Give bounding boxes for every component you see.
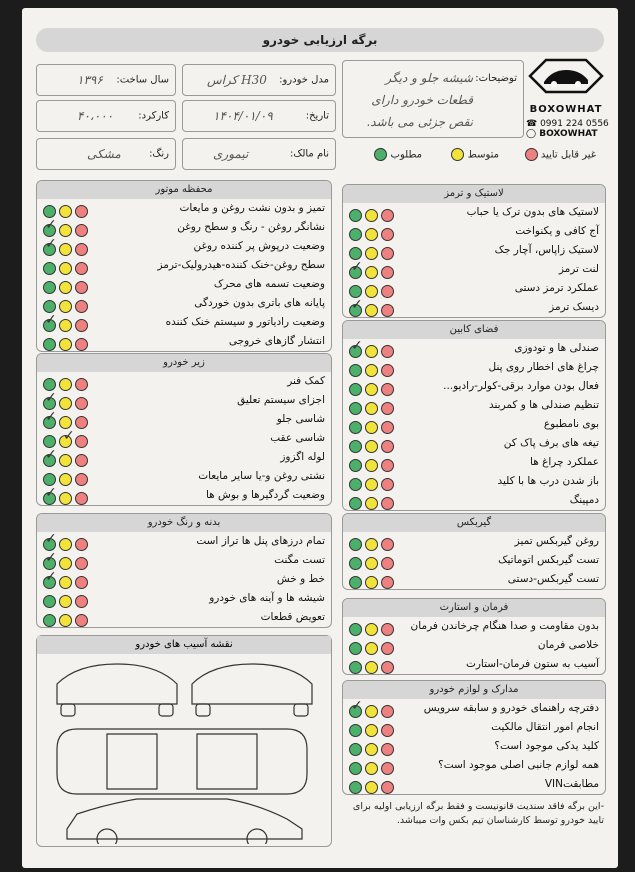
date-value: ۱۴۰۴/۰۱/۰۹ — [213, 109, 273, 123]
color-field — [36, 138, 176, 170]
checklist-row — [343, 396, 605, 415]
yellow-dot-icon[interactable] — [59, 538, 72, 551]
red-dot-icon[interactable] — [381, 364, 394, 377]
green-dot-icon[interactable] — [349, 538, 362, 551]
checklist-item-label: نشتی روغن و-یا سایر مایعات — [198, 470, 325, 482]
red-dot-icon — [525, 148, 538, 161]
green-dot-icon[interactable] — [349, 421, 362, 434]
checklist-row — [343, 655, 605, 674]
yellow-dot-icon[interactable] — [365, 266, 378, 279]
checklist-item-label: دمپینگ — [569, 494, 599, 506]
section-title: لاستیک و ترمز — [343, 185, 605, 203]
mileage-value: ۴۰،۰۰۰ — [77, 109, 114, 123]
checklist-row — [343, 491, 605, 510]
year-label: سال ساخت: — [116, 74, 169, 86]
brand-phone: ☎ 0991 224 0556 — [526, 119, 609, 129]
red-dot-icon[interactable] — [381, 383, 394, 396]
checklist-item-label: اجزای سیستم تعلیق — [237, 394, 325, 406]
red-dot-icon[interactable] — [75, 319, 88, 332]
red-dot-icon[interactable] — [75, 538, 88, 551]
model-value: H30 کراس — [207, 73, 267, 87]
checklist-row — [343, 260, 605, 279]
checklist-item-label: وضعیت تسمه های محرک — [213, 278, 325, 290]
owner-field — [182, 138, 336, 170]
evaluation-sheet — [22, 8, 618, 868]
checklist-item-label: صندلی ها و تودوزی — [514, 342, 599, 354]
red-dot-icon[interactable] — [381, 345, 394, 358]
check-mark-icon: ✓ — [351, 698, 363, 714]
yellow-dot-icon[interactable] — [59, 319, 72, 332]
green-dot-icon[interactable] — [43, 338, 56, 351]
color-value: مشکی — [87, 147, 121, 161]
red-dot-icon[interactable] — [75, 473, 88, 486]
checklist-row — [37, 372, 331, 391]
footnote: -این برگه فاقد سندیت قانونیست و فقط برگه ارزیابی اولیه برای تایید خودرو توسط کارشناسان تیم بکس وات میباشد. — [352, 801, 604, 826]
checklist-item-label: وضعیت رادیاتور و سیستم خنک کننده — [165, 316, 325, 328]
year-field — [36, 64, 176, 96]
checklist-item-label: لاستیک های بدون ترک یا حباب — [466, 206, 599, 218]
red-dot-icon[interactable] — [75, 614, 88, 627]
checklist-item-label: دیسک ترمز — [549, 301, 599, 313]
red-dot-icon[interactable] — [75, 281, 88, 294]
red-dot-icon[interactable] — [75, 595, 88, 608]
checklist-item-label: تعویض قطعات — [260, 611, 325, 623]
checklist-row — [37, 332, 331, 351]
legend-item-yellow — [451, 148, 499, 161]
green-dot-icon[interactable] — [43, 262, 56, 275]
yellow-dot-icon[interactable] — [59, 397, 72, 410]
notes-field — [342, 60, 524, 138]
checklist-item-label: تست گیربکس-دستی — [507, 573, 599, 585]
checklist-item-label: خلاصی فرمان — [537, 639, 599, 651]
checklist-item-label: مطابقتVIN — [544, 778, 599, 790]
rating-dots — [43, 335, 91, 352]
checklist-row — [37, 410, 331, 429]
checklist-row — [37, 199, 331, 218]
green-dot-icon[interactable] — [349, 642, 362, 655]
checklist-row — [37, 532, 331, 551]
red-dot-icon[interactable] — [75, 454, 88, 467]
red-dot-icon[interactable] — [381, 285, 394, 298]
checklist-item-label: تیغه های برف پاک کن — [503, 437, 599, 449]
red-dot-icon[interactable] — [75, 300, 88, 313]
legend-red-label: غیر قابل تایید — [540, 149, 596, 161]
checklist-item-label: پایانه های باتری بدون خوردگی — [194, 297, 325, 309]
checklist-item-label: عملکرد چراغ ها — [530, 456, 599, 468]
checklist-item-label: فعال بودن موارد برقی-کولر-رادیو... — [443, 380, 599, 392]
checklist-row — [37, 467, 331, 486]
yellow-dot-icon[interactable] — [365, 459, 378, 472]
checklist-item-label: وضعیت گردگیرها و بوش ها — [205, 489, 325, 501]
sheet-title: برگه ارزیابی خودرو — [36, 28, 604, 52]
red-dot-icon[interactable] — [381, 266, 394, 279]
red-dot-icon[interactable] — [381, 661, 394, 674]
check-mark-icon: ✓ — [351, 259, 363, 275]
green-dot-icon[interactable] — [349, 209, 362, 222]
yellow-dot-icon[interactable] — [59, 454, 72, 467]
checklist-row — [37, 608, 331, 627]
checklist-item-label: تمام درزهای پنل ها تراز است — [196, 535, 325, 547]
car-logo-icon — [526, 58, 606, 98]
checklist-item-label: لاستیک زاپاس، آچار جک — [494, 244, 599, 256]
yellow-dot-icon[interactable] — [59, 205, 72, 218]
green-dot-icon[interactable] — [349, 576, 362, 589]
yellow-dot-icon[interactable] — [59, 378, 72, 391]
red-dot-icon[interactable] — [75, 416, 88, 429]
checklist-item-label: شاسی جلو — [276, 413, 325, 425]
check-mark-icon: ✓ — [45, 236, 57, 252]
checklist-row — [37, 294, 331, 313]
yellow-dot-icon[interactable] — [365, 228, 378, 241]
checklist-item-label: لوله اگزوز — [280, 451, 325, 463]
check-mark-icon: ✓ — [63, 428, 75, 444]
yellow-dot-icon[interactable] — [365, 209, 378, 222]
model-field — [182, 64, 336, 96]
mileage-label: کارکرد: — [138, 110, 169, 122]
check-mark-icon: ✓ — [45, 569, 57, 585]
red-dot-icon[interactable] — [75, 205, 88, 218]
yellow-dot-icon[interactable] — [365, 623, 378, 636]
yellow-dot-icon[interactable] — [365, 440, 378, 453]
red-dot-icon[interactable] — [381, 228, 394, 241]
checklist-item-label: تست مگنت — [274, 554, 325, 566]
checklist-item-label: باز شدن درب ها با کلید — [497, 475, 599, 487]
yellow-dot-icon[interactable] — [365, 304, 378, 317]
check-mark-icon: ✓ — [45, 485, 57, 501]
yellow-dot-icon[interactable] — [365, 364, 378, 377]
red-dot-icon[interactable] — [381, 478, 394, 491]
car-diagram-icon — [37, 654, 331, 844]
checklist-item-label: شاسی عقب — [270, 432, 325, 444]
checklist-row — [37, 429, 331, 448]
checklist-row — [343, 434, 605, 453]
checklist-item-label: چراغ های اخطار روی پنل — [488, 361, 599, 373]
section-cabin — [342, 320, 606, 511]
green-dot-icon[interactable] — [349, 623, 362, 636]
yellow-dot-icon — [451, 148, 464, 161]
checklist-row — [37, 218, 331, 237]
red-dot-icon[interactable] — [381, 421, 394, 434]
checklist-row — [343, 298, 605, 317]
yellow-dot-icon[interactable] — [365, 743, 378, 756]
green-dot-icon[interactable] — [43, 614, 56, 627]
checklist-item-label: تست گیربکس اتوماتیک — [498, 554, 599, 566]
yellow-dot-icon[interactable] — [59, 576, 72, 589]
damage-map-title: نقشه آسیب های خودرو — [37, 636, 331, 654]
green-dot-icon[interactable] — [349, 383, 362, 396]
red-dot-icon[interactable] — [381, 642, 394, 655]
yellow-dot-icon[interactable] — [365, 285, 378, 298]
checklist-row — [343, 358, 605, 377]
red-dot-icon[interactable] — [75, 243, 88, 256]
checklist-row — [343, 415, 605, 434]
rating-dots — [349, 658, 397, 675]
section-engine — [36, 180, 332, 352]
notes-label: توضیحات: — [475, 73, 517, 84]
red-dot-icon[interactable] — [381, 576, 394, 589]
yellow-dot-icon[interactable] — [365, 538, 378, 551]
legend-item-green — [374, 148, 422, 161]
yellow-dot-icon[interactable] — [59, 614, 72, 627]
green-dot-icon[interactable] — [349, 743, 362, 756]
checklist-row — [37, 275, 331, 294]
red-dot-icon[interactable] — [381, 497, 394, 510]
owner-value: تیموری — [213, 147, 249, 161]
section-body — [36, 513, 332, 628]
check-mark-icon: ✓ — [45, 550, 57, 566]
yellow-dot-icon[interactable] — [365, 642, 378, 655]
checklist-row — [343, 532, 605, 551]
yellow-dot-icon[interactable] — [365, 345, 378, 358]
checklist-row — [343, 279, 605, 298]
brand-logo — [526, 58, 609, 139]
yellow-dot-icon[interactable] — [365, 557, 378, 570]
checklist-row — [343, 617, 605, 636]
green-dot-icon[interactable] — [349, 402, 362, 415]
yellow-dot-icon[interactable] — [59, 300, 72, 313]
brand-name: BOXOWHAT — [529, 104, 603, 115]
checklist-row — [343, 222, 605, 241]
checklist-item-label: روغن گیربکس تمیز — [514, 535, 599, 547]
legend — [342, 141, 604, 169]
checklist-row — [37, 256, 331, 275]
yellow-dot-icon[interactable] — [59, 473, 72, 486]
checklist-item-label: دفترچه راهنمای خودرو و سابقه سرویس — [423, 702, 599, 714]
checklist-row — [37, 551, 331, 570]
section-docs — [342, 680, 606, 795]
brand-instagram: ◯ BOXOWHAT — [526, 129, 598, 139]
green-dot-icon[interactable] — [349, 724, 362, 737]
brand-phone-text: 0991 224 0556 — [540, 119, 609, 129]
yellow-dot-icon[interactable] — [365, 383, 378, 396]
checklist-item-label: عملکرد ترمز دستی — [514, 282, 599, 294]
green-dot-icon — [374, 148, 387, 161]
notes-value: شیشه جلو و دیگر قطعات خودرو دارای نقص جزئی می باشد. — [366, 71, 473, 129]
red-dot-icon[interactable] — [75, 338, 88, 351]
yellow-dot-icon[interactable] — [365, 762, 378, 775]
model-label: مدل خودرو: — [279, 74, 329, 86]
yellow-dot-icon[interactable] — [365, 705, 378, 718]
green-dot-icon[interactable] — [349, 497, 362, 510]
yellow-dot-icon[interactable] — [365, 661, 378, 674]
section-tires — [342, 184, 606, 318]
checklist-item-label: بوی نامطبوع — [543, 418, 599, 430]
yellow-dot-icon[interactable] — [59, 262, 72, 275]
mileage-field — [36, 100, 176, 132]
checklist-row — [343, 636, 605, 655]
check-mark-icon: ✓ — [351, 297, 363, 313]
green-dot-icon[interactable] — [349, 440, 362, 453]
section-title: زیر خودرو — [37, 354, 331, 372]
checklist-item-label: انتشار گازهای خروجی — [228, 335, 325, 347]
red-dot-icon[interactable] — [75, 262, 88, 275]
rating-dots — [349, 494, 397, 511]
check-mark-icon: ✓ — [45, 390, 57, 406]
red-dot-icon[interactable] — [381, 402, 394, 415]
section-steering — [342, 598, 606, 675]
legend-item-red — [525, 148, 596, 161]
yellow-dot-icon[interactable] — [365, 576, 378, 589]
checklist-item-label: آسیب به ستون فرمان-استارت — [465, 658, 599, 670]
checklist-item-label: سطح روغن-خنک کننده-هیدرولیک-ترمز — [157, 259, 325, 271]
red-dot-icon[interactable] — [75, 378, 88, 391]
section-title: محفظه موتور — [37, 181, 331, 199]
red-dot-icon[interactable] — [381, 557, 394, 570]
section-title: مدارک و لوازم خودرو — [343, 681, 605, 699]
section-title: گیربکس — [343, 514, 605, 532]
red-dot-icon[interactable] — [381, 247, 394, 260]
green-dot-icon[interactable] — [349, 557, 362, 570]
section-title: بدنه و رنگ خودرو — [37, 514, 331, 532]
checklist-item-label: شیشه ها و آینه های خودرو — [209, 592, 325, 604]
red-dot-icon[interactable] — [381, 623, 394, 636]
red-dot-icon[interactable] — [75, 224, 88, 237]
year-value: ۱۳۹۶ — [77, 73, 103, 87]
checklist-item-label: انجام امور انتقال مالکیت — [491, 721, 599, 733]
yellow-dot-icon[interactable] — [365, 247, 378, 260]
yellow-dot-icon[interactable] — [365, 478, 378, 491]
checklist-row — [343, 472, 605, 491]
checklist-row — [343, 203, 605, 222]
red-dot-icon[interactable] — [381, 304, 394, 317]
checklist-item-label: همه لوازم جانبی اصلی موجود است؟ — [438, 759, 599, 771]
checklist-item-label: وضعیت درپوش پر کننده روغن — [193, 240, 325, 252]
yellow-dot-icon[interactable] — [365, 402, 378, 415]
checklist-item-label: تمیز و بدون نشت روغن و مایعات — [179, 202, 325, 214]
rating-dots — [349, 573, 397, 590]
red-dot-icon[interactable] — [75, 557, 88, 570]
owner-label: نام مالک: — [290, 148, 329, 160]
yellow-dot-icon[interactable] — [365, 724, 378, 737]
yellow-dot-icon[interactable] — [59, 338, 72, 351]
checklist-row — [343, 737, 605, 756]
color-label: رنگ: — [149, 148, 169, 160]
checklist-row — [343, 570, 605, 589]
checklist-item-label: خط و خش — [276, 573, 325, 585]
yellow-dot-icon[interactable] — [59, 281, 72, 294]
damage-map — [36, 635, 332, 847]
checklist-row — [37, 589, 331, 608]
section-under — [36, 353, 332, 506]
legend-yellow-label: متوسط — [467, 149, 499, 161]
checklist-row — [37, 570, 331, 589]
green-dot-icon[interactable] — [349, 661, 362, 674]
checklist-row — [343, 756, 605, 775]
check-mark-icon: ✓ — [45, 531, 57, 547]
checklist-row — [343, 775, 605, 794]
yellow-dot-icon[interactable] — [59, 224, 72, 237]
check-mark-icon: ✓ — [351, 338, 363, 354]
checklist-row — [37, 391, 331, 410]
section-title: فضای کابین — [343, 321, 605, 339]
check-mark-icon: ✓ — [45, 447, 57, 463]
checklist-row — [343, 241, 605, 260]
checklist-item-label: بدون مقاومت و صدا هنگام چرخاندن فرمان — [410, 620, 599, 632]
red-dot-icon[interactable] — [75, 397, 88, 410]
green-dot-icon[interactable] — [349, 459, 362, 472]
red-dot-icon[interactable] — [381, 705, 394, 718]
red-dot-icon[interactable] — [75, 435, 88, 448]
red-dot-icon[interactable] — [381, 209, 394, 222]
green-dot-icon[interactable] — [43, 595, 56, 608]
red-dot-icon[interactable] — [381, 538, 394, 551]
checklist-item-label: آج کافی و یکنواخت — [515, 225, 599, 237]
yellow-dot-icon[interactable] — [365, 497, 378, 510]
green-dot-icon[interactable] — [349, 364, 362, 377]
yellow-dot-icon[interactable] — [59, 557, 72, 570]
checklist-row — [343, 699, 605, 718]
rating-dots — [43, 611, 91, 628]
legend-green-label: مطلوب — [390, 149, 422, 161]
rating-dots — [349, 778, 397, 795]
checklist-item-label: لنت ترمز — [558, 263, 599, 275]
section-gearbox — [342, 513, 606, 590]
checklist-item-label: کلید یدکی موجود است؟ — [494, 740, 599, 752]
red-dot-icon[interactable] — [381, 743, 394, 756]
red-dot-icon[interactable] — [381, 440, 394, 453]
green-dot-icon[interactable] — [349, 762, 362, 775]
checklist-row — [343, 377, 605, 396]
checklist-item-label: کمک فنر — [287, 375, 325, 387]
checklist-row — [37, 448, 331, 467]
yellow-dot-icon[interactable] — [59, 595, 72, 608]
yellow-dot-icon[interactable] — [365, 781, 378, 794]
yellow-dot-icon[interactable] — [59, 243, 72, 256]
red-dot-icon[interactable] — [381, 762, 394, 775]
checklist-item-label: نشانگر روغن - رنگ و سطح روغن — [177, 221, 325, 233]
date-field — [182, 100, 336, 132]
checklist-row — [37, 237, 331, 256]
checklist-row — [343, 453, 605, 472]
checklist-row — [343, 718, 605, 737]
yellow-dot-icon[interactable] — [365, 421, 378, 434]
red-dot-icon[interactable] — [75, 576, 88, 589]
green-dot-icon[interactable] — [349, 781, 362, 794]
yellow-dot-icon[interactable] — [59, 492, 72, 505]
green-dot-icon[interactable] — [43, 281, 56, 294]
section-title: فرمان و استارت — [343, 599, 605, 617]
checklist-row — [37, 486, 331, 505]
brand-instagram-text: BOXOWHAT — [539, 129, 598, 139]
red-dot-icon[interactable] — [381, 781, 394, 794]
checklist-row — [37, 313, 331, 332]
green-dot-icon[interactable] — [349, 228, 362, 241]
checklist-row — [343, 551, 605, 570]
check-mark-icon: ✓ — [45, 409, 57, 425]
red-dot-icon[interactable] — [381, 724, 394, 737]
checklist-row — [343, 339, 605, 358]
check-mark-icon: ✓ — [45, 312, 57, 328]
date-label: تاریخ: — [305, 110, 329, 122]
check-mark-icon: ✓ — [45, 217, 57, 233]
checklist-item-label: تنظیم صندلی ها و کمربند — [488, 399, 599, 411]
red-dot-icon[interactable] — [75, 492, 88, 505]
green-dot-icon[interactable] — [349, 478, 362, 491]
red-dot-icon[interactable] — [381, 459, 394, 472]
